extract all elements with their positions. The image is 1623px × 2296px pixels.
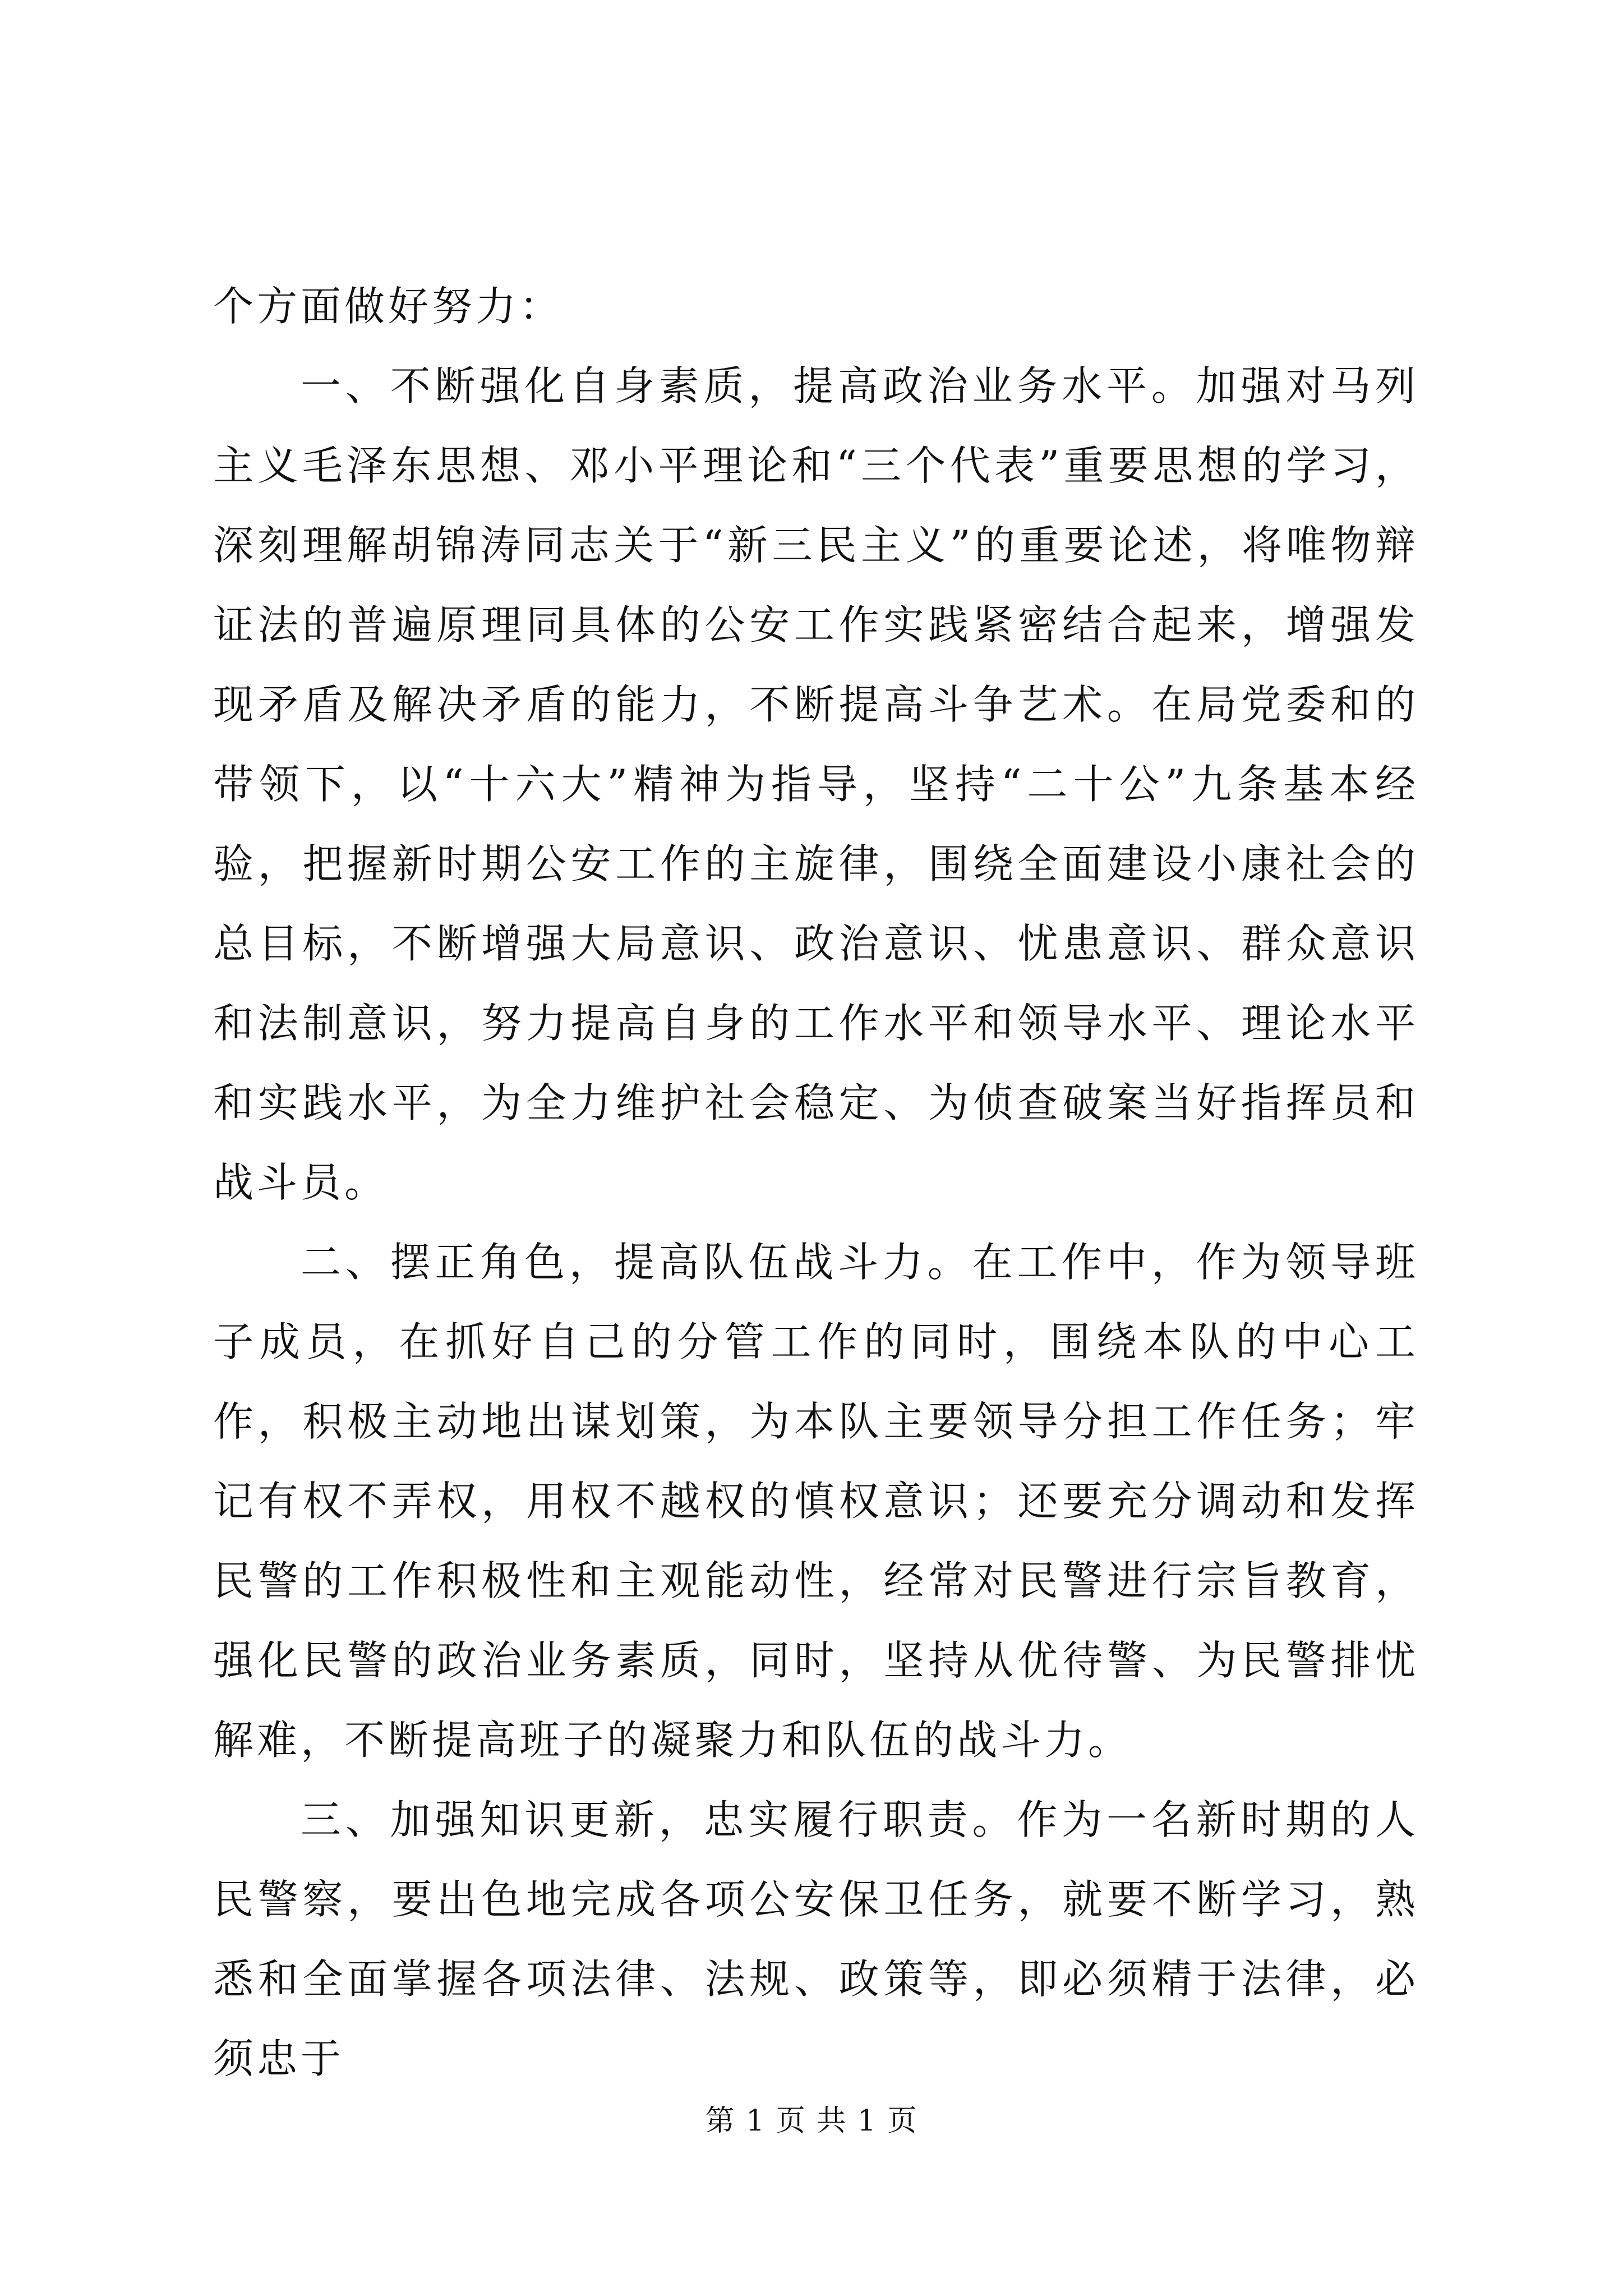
document-body [213, 266, 1419, 2099]
paragraph-section-one: 一、不断强化自身素质，提高政治业务水平。加强对马列主义毛泽东思想、邓小平理论和“三个代表”重要思想的学习，深刻理解胡锦涛同志关于“新三民主义”的重要论述，将唯物辩证法的普遍原理同具体的公安工作实践紧密结合起来，增强发现矛盾及解决矛盾的能力，不断提高斗争艺术。在局党委和的带领下，以“十六大”精神为指导，坚持“二十公”九条基本经验，把握新时期公安工作的主旋律，围绕全面建设小康社会的总目标，不断增强大局意识、政治意识、忧患意识、群众意识和法制意识，努力提高自身的工作水平和领导水平、理论水平和实践水平，为全力维护社会稳定、为侦查破案当好指挥员和战斗员。 [213, 362, 1419, 1206]
page-footer: 第 1 页 共 1 页 [705, 2104, 918, 2138]
paragraph-continuation: 个方面做好努力： [213, 283, 564, 330]
paragraph-section-two: 二、摆正角色，提高队伍战斗力。在工作中，作为领导班子成员，在抓好自己的分管工作的同时，围绕本队的中心工作，积极主动地出谋划策，为本队主要领导分担工作任务；牢记有权不弄权，用权不越权的慎权意识；还要充分调动和发挥民警的工作积极性和主观能动性，经常对民警进行宗旨教育，强化民警的政治业务素质，同时，坚持从优待警、为民警排忧解难，不断提高班子的凝聚力和队伍的战斗力。 [213, 1239, 1419, 1764]
paragraph-section-three: 三、加强知识更新，忠实履行职责。作为一名新时期的人民警察，要出色地完成各项公安保卫任务，就要不断学习，熟悉和全面掌握各项法律、法规、政策等，即必须精于法律，必须忠于 [213, 1796, 1419, 2082]
